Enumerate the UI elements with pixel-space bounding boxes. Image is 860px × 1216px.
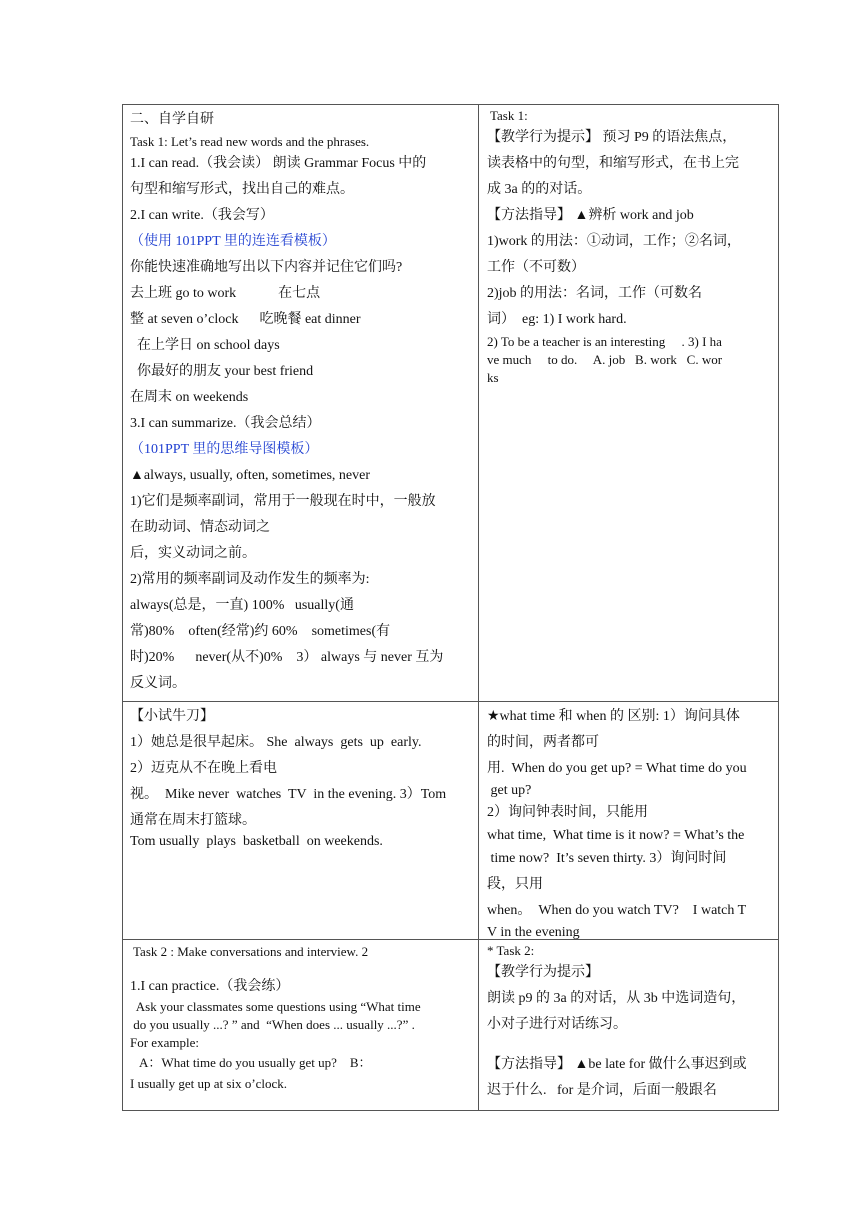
- dialog-line-1: A：What time do you usually get up? B：: [130, 1055, 372, 1070]
- sentence-2-line-1: 2）迈克从不在晚上看电: [130, 761, 277, 776]
- practice-line: 1.I can practice.（我会练）: [130, 979, 290, 994]
- sentence-1: 1）她总是很早起床。 She always gets up early.: [130, 735, 422, 750]
- rule1-line-3: 后，实义动词之前。: [130, 546, 256, 561]
- adverbs-line: ▲always, usually, often, sometimes, never: [130, 468, 371, 483]
- task1-title: Task 1: Let’s read new words and the phrases.: [130, 134, 370, 149]
- sentence-2-line-2: 视。 Mike never watches TV in the evening. 3）Tom: [130, 787, 447, 802]
- read-line-1: 1.I can read.（我会读） 朗读 Grammar Focus 中的: [130, 156, 427, 171]
- phrase-line-2: 整 at seven o’clock 吃晚餐 eat dinner: [130, 312, 361, 327]
- work-line-1: 1)work 的用法：①动词，工作；②名词，: [487, 234, 741, 249]
- task2-cell: [123, 940, 479, 1111]
- table-row-task2: [123, 940, 779, 1111]
- practice-cell: [123, 702, 479, 940]
- ask-line-3: For example:: [130, 1035, 199, 1050]
- task2-hint-line-2: 小对子进行对话练习。: [487, 1017, 627, 1032]
- task2-hint-line-1: 朗读 p9 的 3a 的对话，从 3b 中选词造句，: [487, 991, 746, 1006]
- sentence-3-line-1: 通常在周末打篮球。: [130, 813, 256, 828]
- section-title: 二、自学自研: [130, 112, 214, 127]
- diff-line-3: 用. When do you get up? = What time do you: [487, 761, 747, 776]
- rule2-line-5: 反义词。: [130, 676, 186, 691]
- task2-label: * Task 2:: [487, 943, 535, 958]
- task1-label: Task 1:: [490, 108, 528, 123]
- self-study-cell: [123, 105, 479, 702]
- phrase-line-5: 在周末 on weekends: [130, 390, 249, 405]
- task2-method-line-2: 迟于什么. for 是介词，后面一般跟名: [487, 1083, 717, 1098]
- task2-hint-title: 【教学行为提示】: [487, 965, 599, 980]
- diff-line-7: time now? It’s seven thirty. 3）询问时间: [487, 851, 727, 866]
- diff-line-9: when。 When do you watch TV? I watch T: [487, 903, 747, 918]
- task2-method-line-1: 【方法指导】 ▲be late for 做什么事迟到或: [487, 1057, 747, 1072]
- table-row-self-study: [123, 105, 779, 702]
- exercise-line-2: ve much to do. A. job B. work C. wor: [487, 352, 723, 367]
- table-row-practice: [123, 702, 779, 940]
- template-link-1: （使用 101PPT 里的连连看模板）: [130, 234, 336, 249]
- job-line-2: 词） eg: 1) I work hard.: [487, 312, 627, 327]
- practice-title: 【小试牛刀】: [130, 709, 214, 724]
- study-guide-table: [122, 104, 779, 1111]
- rule1-line-2: 在助动词、情态动词之: [130, 520, 270, 535]
- rule2-line-4: 时)20% never(从不)0% 3） always 与 never 互为: [130, 650, 444, 665]
- diff-line-6: what time, What time is it now? = What’s the: [487, 828, 745, 843]
- write-prompt: 你能快速准确地写出以下内容并记住它们吗?: [130, 260, 403, 275]
- rule2-line-3: 常)80% often(经常)约 60% sometimes(有: [130, 624, 391, 639]
- task2-guide-cell: [479, 940, 779, 1111]
- exercise-line-3: ks: [487, 370, 499, 385]
- template-link-2: （101PPT 里的思维导图模板）: [130, 442, 319, 457]
- diff-line-10: V in the evening: [487, 925, 580, 939]
- rule2-line-2: always(总是，一直) 100% usually(通: [130, 598, 354, 613]
- write-line: 2.I can write.（我会写）: [130, 208, 274, 223]
- hint-line-1: 【教学行为提示】 预习 P9 的语法焦点，: [487, 130, 737, 145]
- diff-line-1: ★what time 和 when 的 区别: 1）询问具体: [487, 709, 740, 724]
- rule1-line-1: 1)它们是频率副词，常用于一般现在时中，一般放: [130, 494, 436, 509]
- sentence-3-line-2: Tom usually plays basketball on weekends.: [130, 834, 383, 849]
- diff-line-4: get up?: [487, 783, 532, 798]
- phrase-line-1: 去上班 go to work 在七点: [130, 286, 321, 301]
- diff-line-8: 段，只用: [487, 877, 543, 892]
- task1-guide-cell: [479, 105, 779, 702]
- exercise-line-1: 2) To be a teacher is an interesting . 3) I ha: [487, 334, 722, 349]
- job-line-1: 2)job 的用法：名词，工作（可数名: [487, 286, 703, 301]
- phrase-line-3: 在上学日 on school days: [137, 338, 280, 353]
- rule2-line-1: 2)常用的频率副词及动作发生的频率为:: [130, 572, 370, 587]
- hint-line-2: 读表格中的句型，和缩写形式，在书上完: [487, 156, 739, 171]
- diff-line-5: 2）询问钟表时间，只能用: [487, 805, 648, 820]
- hint-line-3: 成 3a 的的对话。: [487, 182, 592, 197]
- ask-line-2: do you usually ...? ” and “When does ... usually ...?” .: [130, 1017, 415, 1032]
- dialog-line-2: I usually get up at six o’clock.: [130, 1076, 288, 1091]
- ask-line-1: Ask your classmates some questions using “What time: [130, 999, 421, 1014]
- task2-title: Task 2 : Make conversations and interview. 2: [130, 944, 369, 959]
- summarize-line: 3.I can summarize.（我会总结）: [130, 416, 321, 431]
- work-line-2: 工作（不可数）: [487, 260, 585, 275]
- phrase-line-4: 你最好的朋友 your best friend: [137, 364, 314, 379]
- what-time-when-cell: [479, 702, 779, 940]
- method-line: 【方法指导】 ▲辨析 work and job: [487, 208, 694, 223]
- read-line-2: 句型和缩写形式，找出自己的难点。: [130, 182, 354, 197]
- diff-line-2: 的时间，两者都可: [487, 735, 599, 750]
